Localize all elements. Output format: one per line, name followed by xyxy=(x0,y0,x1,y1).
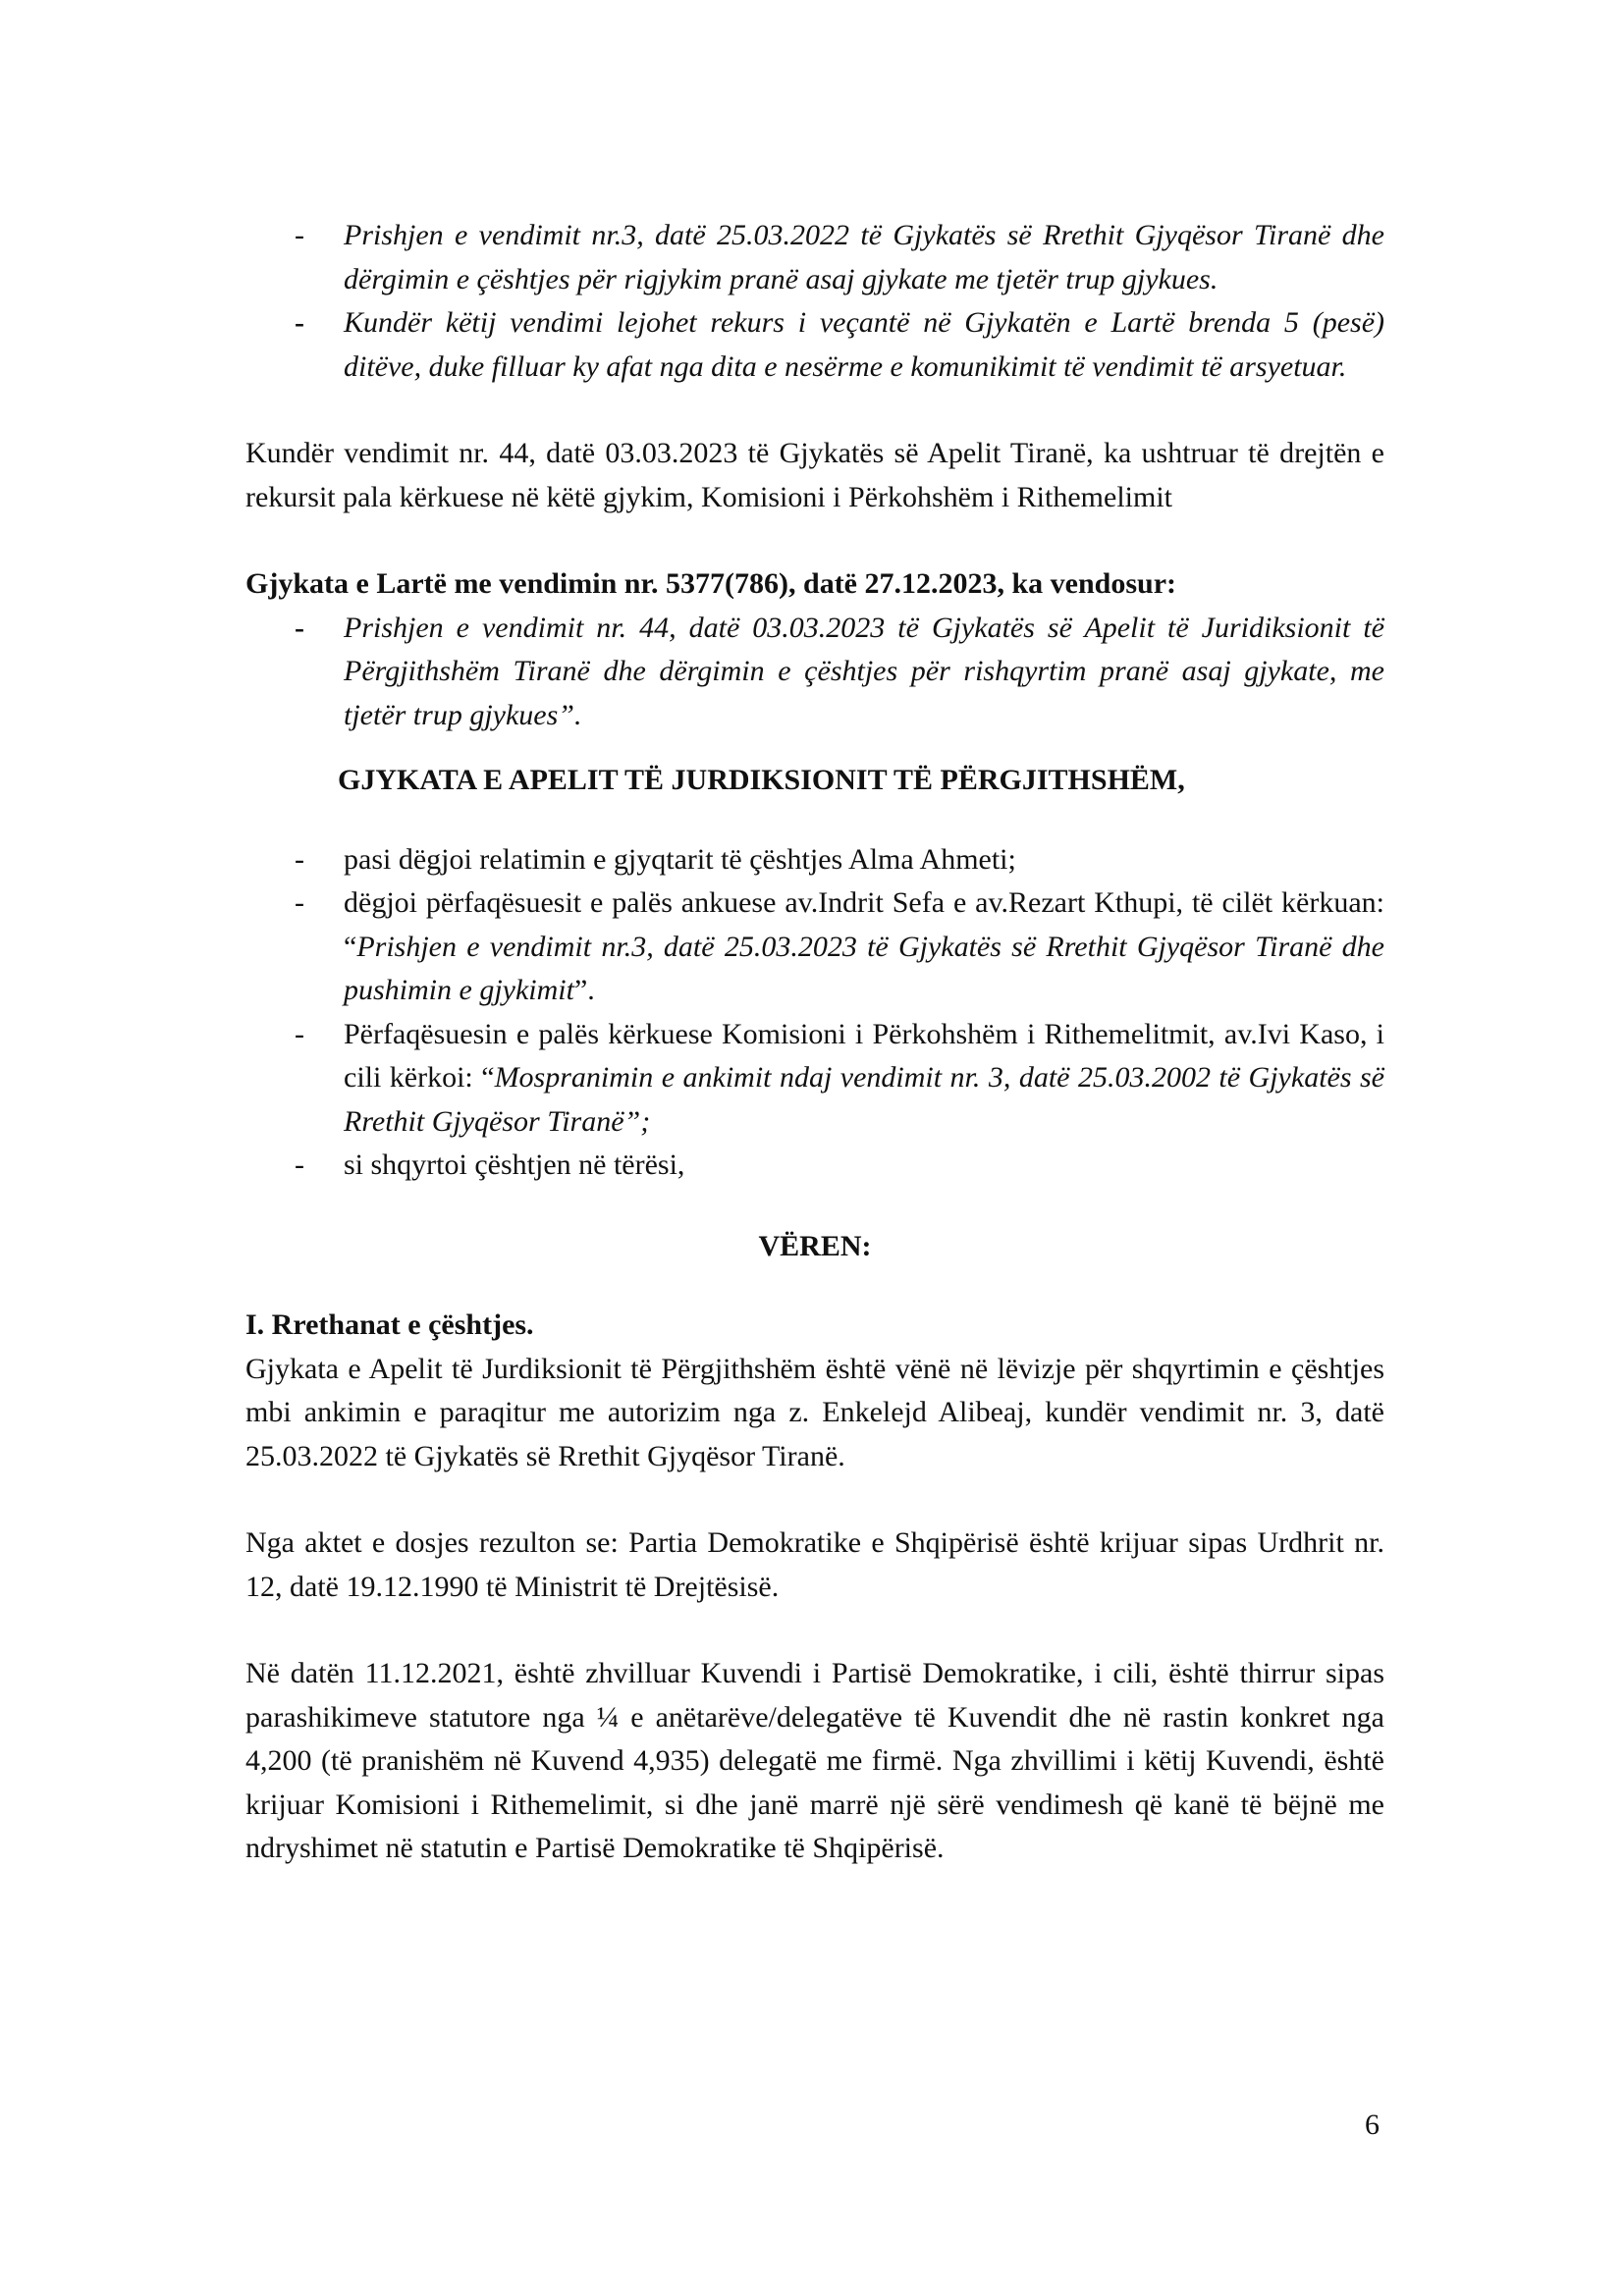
page-content xyxy=(245,214,1384,1871)
high-court-heading: Gjykata e Lartë me vendimin nr. 5377(786), datë 27.12.2023, ka vendosur: xyxy=(245,567,1177,600)
proceeding-quote: Mospranimin e ankimit ndaj vendimit nr. 3, datë 25.03.2002 të Gjykatës së Rrethit Gjyqësor Tiranë”; xyxy=(344,1061,1384,1138)
section-paragraph: Nga aktet e dosjes rezulton se: Partia Demokratike e Shqipërisë është krijuar sipas Urdhrit nr. 12, datë 19.12.1990 të Ministrit të Drejtësisë. xyxy=(245,1526,1384,1603)
observes-heading: VËREN: xyxy=(758,1229,872,1262)
section-paragraph: Në datën 11.12.2021, është zhvilluar Kuvendi i Partisë Demokratike, i cili, është thirrur sipas parashikimeve statutore nga ¼ e anëtarëve/delegatëve të Kuvendit dhe në rastin konkret nga 4,200 (të pranishëm në Kuvend 4,935) delegatë me firmë. Nga zhvillimi i këtij Kuvendi, është krijuar Komisioni i Rithemelimit, si dhe janë marrë një sërë vendimesh që kanë të bëjnë me ndryshimet në statutin e Partisë Demokratike të Shqipërisë. xyxy=(245,1657,1384,1864)
list-dash: - xyxy=(295,1017,304,1050)
list-dash: - xyxy=(295,886,304,919)
proceeding-text: pasi dëgjoi relatimin e gjyqtarit të çështjes Alma Ahmeti; xyxy=(344,842,1016,876)
proceeding-text: Përfaqësuesin e palës kërkuese Komisioni i Përkohshëm i Rithemelitmit, av.Ivi Kaso, i cili kërkoi: “ xyxy=(344,1017,1384,1094)
proceeding-tail: ”. xyxy=(573,974,595,1006)
decision-item xyxy=(245,214,1384,301)
decision-item xyxy=(245,301,1384,389)
decision-text: Prishjen e vendimit nr.3, datë 25.03.2022 të Gjykatës së Rrethit Gjyqësor Tiranë dhe dërgimin e çështjes për rigjykim pranë asaj gjykate me tjetër trup gjykues. xyxy=(344,219,1384,295)
list-dash: - xyxy=(295,1148,304,1181)
list-dash: - xyxy=(295,306,304,339)
proceeding-item xyxy=(245,1013,1384,1145)
proceeding-item xyxy=(245,1144,1384,1188)
section-heading: I. Rrethanat e çështjes. xyxy=(245,1308,534,1341)
proceeding-item xyxy=(245,838,1384,882)
list-dash: - xyxy=(295,611,304,644)
high-court-decision-item xyxy=(245,607,1384,738)
section-paragraph: Gjykata e Apelit të Jurdiksionit të Përgjithshëm është vënë në lëvizje për shqyrtimin e çështjes mbi ankimin e paraqitur me autorizim nga z. Enkelejd Alibeaj, kundër vendimit nr. 3, datë 25.03.2022 të Gjykatës së Rrethit Gjyqësor Tiranë. xyxy=(245,1352,1384,1472)
proceeding-text: si shqyrtoi çështjen në tërësi, xyxy=(344,1148,685,1181)
decision-text: Prishjen e vendimit nr. 44, datë 03.03.2023 të Gjykatës së Apelit të Juridiksionit të Përgjithshëm Tiranë dhe dërgimin e çështjes për rishqyrtim pranë asaj gjykate, me tjetër trup gjykues”. xyxy=(344,611,1384,731)
list-dash: - xyxy=(295,842,304,876)
recourse-paragraph: Kundër vendimit nr. 44, datë 03.03.2023 të Gjykatës së Apelit Tiranë, ka ushtruar të drejtën e rekursit pala kërkuese në këtë gjykim, Komisioni i Përkohshëm i Rithemelimit xyxy=(245,437,1384,513)
list-dash: - xyxy=(295,219,304,251)
proceeding-text: dëgjoi përfaqësuesit e palës ankuese av.Indrit Sefa e av.Rezart Kthupi, të cilët kërkuan: “ xyxy=(344,886,1384,963)
proceeding-item xyxy=(245,881,1384,1013)
court-title: GJYKATA E APELIT TË JURDIKSIONIT TË PËRGJITHSHËM, xyxy=(338,764,1185,796)
page-number: 6 xyxy=(1365,2109,1380,2141)
decision-text: Kundër këtij vendimi lejohet rekurs i veçantë në Gjykatën e Lartë brenda 5 (pesë) ditëve, duke filluar ky afat nga dita e nesërme e komunikimit të vendimit të arsyetuar. xyxy=(344,306,1384,383)
proceeding-quote: Prishjen e vendimit nr.3, datë 25.03.2023 të Gjykatës së Rrethit Gjyqësor Tiranë dhe pushimin e gjykimit xyxy=(344,930,1384,1006)
